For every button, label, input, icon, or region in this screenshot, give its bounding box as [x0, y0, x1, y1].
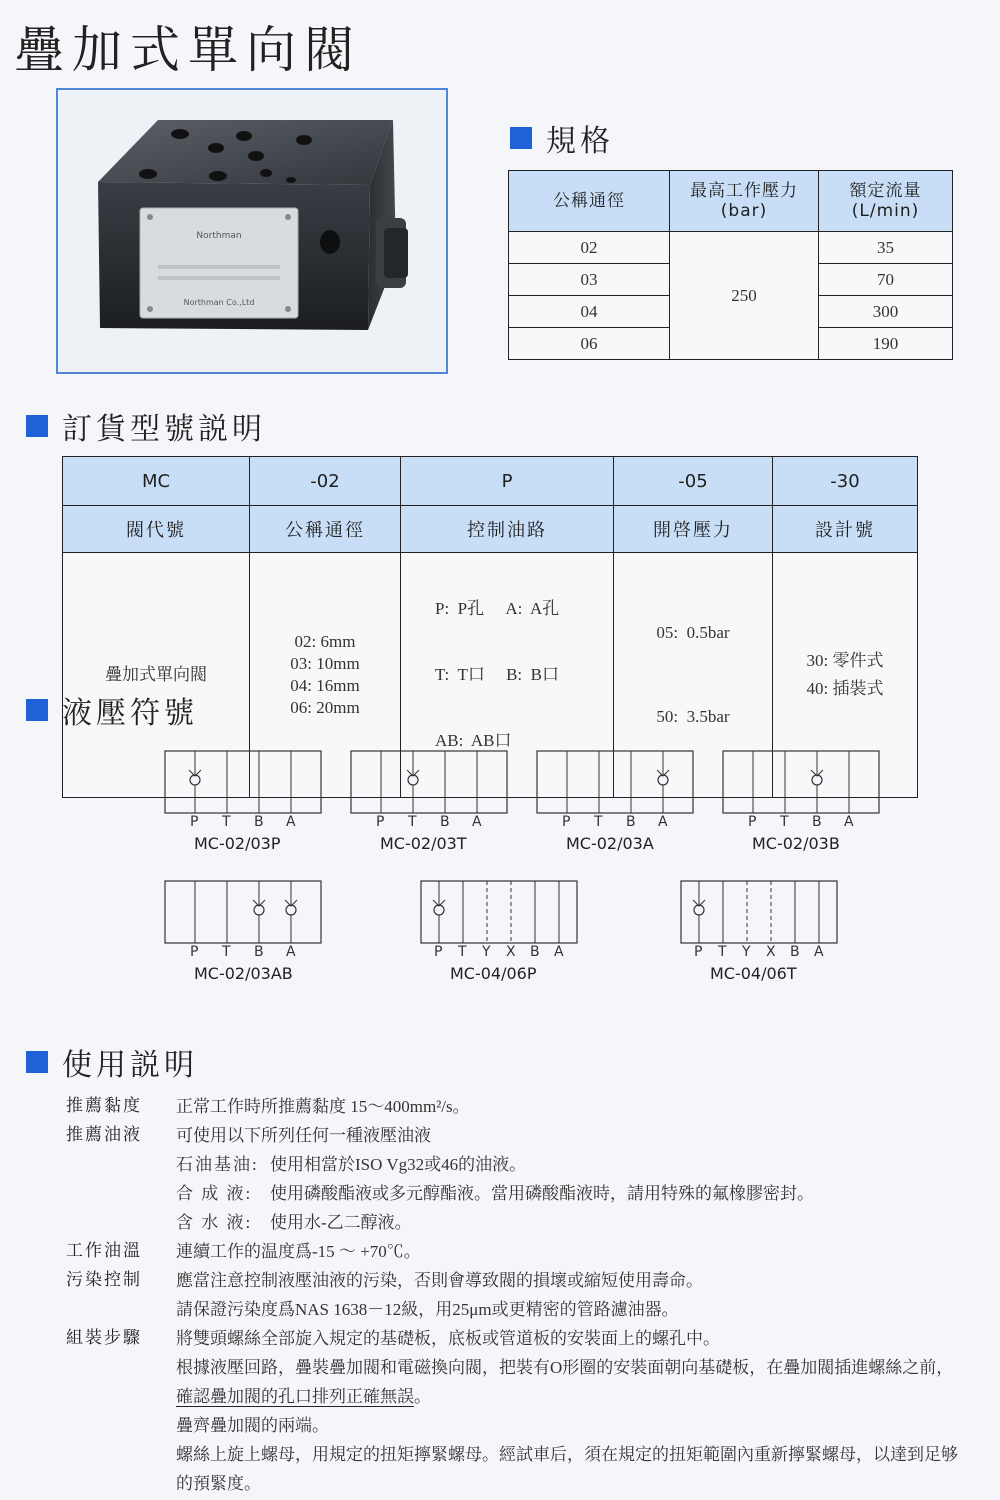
check-valve-seat [693, 900, 705, 906]
port-label: B [790, 944, 800, 960]
order-field-name: 開啓壓力 [614, 506, 773, 553]
port-label: X [766, 944, 776, 960]
check-valve-seat [253, 900, 265, 906]
port-label: B [254, 944, 264, 960]
spec-flow: 190 [819, 328, 953, 360]
spec-size: 02 [509, 232, 670, 264]
oil-type-item: 合 成 液: 使用磷酸酯液或多元醇酯液。當用磷酸酯液時，請用特殊的氟橡膠密封。 [176, 1184, 814, 1203]
usage-heading: 使用説明 [26, 1040, 198, 1084]
check-valve-ball [254, 905, 264, 915]
order-valve-desc: 疊加式單向閥 [63, 553, 250, 798]
spec-table [508, 170, 953, 360]
port-label: A [814, 944, 824, 960]
assembly-emphasis: 確認疊加閥的孔口排列正確無誤 [176, 1387, 414, 1406]
port-label: A [554, 944, 564, 960]
symbol-caption: MC-04/06P [450, 964, 537, 983]
plate-brand: Northman [196, 231, 242, 241]
order-field-name: 閥代號 [63, 506, 250, 553]
order-code: P [401, 457, 614, 506]
order-code: -30 [773, 457, 918, 506]
port-label: P [434, 944, 443, 960]
port-label: B [530, 944, 540, 960]
symbol-block [165, 881, 321, 943]
check-valve-ball [434, 905, 444, 915]
port-label: B [254, 814, 264, 830]
spec-flow: 35 [819, 232, 953, 264]
check-valve-seat [433, 900, 445, 906]
port-label: P [190, 814, 199, 830]
symbol-caption: MC-02/03P [194, 834, 281, 853]
order-field-name: 設計號 [773, 506, 918, 553]
oil-type-item: 含 水 液: 使用水-乙二醇液。 [176, 1213, 412, 1232]
port-label: A [286, 944, 296, 960]
oil-type-item: 石油基油: 使用相當於ISO Vg32或46的油液。 [176, 1155, 527, 1174]
hydraulic-symbol [164, 880, 322, 944]
order-pressures: 05: 0.5bar 50: 3.5bar [614, 553, 773, 798]
usage-oil: 推薦油液 可使用以下所列任何一種液壓油液 石油基油: 使用相當於ISO Vg32或46的油液。 合 成 液: 使用磷酸酯液或多元醇酯液。當用磷酸酯液時，請用特殊的氟橡膠密封。 含 水 液: 使用水-乙二醇液。 [66, 1121, 966, 1237]
symbol-caption: MC-02/03B [752, 834, 840, 853]
port-label: P [562, 814, 571, 830]
heading-marker [26, 415, 48, 437]
hydraulic-symbol [420, 880, 578, 944]
order-diameters: 02: 6mm 03: 10mm 04: 16mm 06: 20mm [250, 553, 401, 798]
spec-size: 06 [509, 328, 670, 360]
order-field-name: 控制油路 [401, 506, 614, 553]
spec-header-pressure: 最高工作壓力 (bar) [670, 171, 819, 232]
port-label: T [222, 814, 231, 830]
product-photo [56, 88, 448, 374]
port-label: P [376, 814, 385, 830]
symbol-caption: MC-02/03AB [194, 964, 293, 983]
port-label: T [222, 944, 231, 960]
port-label: Y [482, 944, 491, 960]
usage-section [66, 1092, 966, 1498]
port-label: A [658, 814, 668, 830]
port-label: T [408, 814, 417, 830]
check-valve-ball [286, 905, 296, 915]
order-circuits: P: P孔 A: A孔 T: T口 B: B口 AB: AB口 [401, 553, 614, 798]
order-code: MC [63, 457, 250, 506]
port-label: T [594, 814, 603, 830]
port-label: Y [742, 944, 751, 960]
port-label: P [748, 814, 757, 830]
port-label: P [190, 944, 199, 960]
valve-image [58, 90, 446, 372]
plate-company: Northman Co.,Ltd [183, 298, 255, 307]
symbols-heading: 液壓符號 [26, 688, 198, 732]
usage-temperature: 工作油溫 連續工作的温度爲-15 ～ +70℃。 [66, 1241, 421, 1261]
spec-flow: 300 [819, 296, 953, 328]
usage-viscosity: 推薦黏度 正常工作時所推薦黏度 15～400mm²/s。 [66, 1096, 470, 1116]
port-label: A [472, 814, 482, 830]
port-label: X [506, 944, 516, 960]
usage-assembly: 組裝步驟 將雙頭螺絲全部旋入規定的基礎板，底板或管道板的安裝面上的螺孔中。 根據液壓回路，疊裝疊加閥和電磁換向閥，把裝有O形圈的安裝面朝向基礎板，在疊加閥插進螺絲之前，確認疊加閥的孔口排列正確無誤。 疊齊疊加閥的兩端。 螺絲上旋上螺母，用規定的扭矩擰緊螺母。經試車后，須在規定的扭矩範圍內重新擰緊螺母，以達到足够的預緊度。 [66, 1324, 966, 1498]
port-label: A [844, 814, 854, 830]
symbol-caption: MC-02/03A [566, 834, 654, 853]
assembly-step-2: 根據液壓回路，疊裝疊加閥和電磁換向閥，把裝有O形圈的安裝面朝向基礎板，在疊加閥插進螺絲之前，確認疊加閥的孔口排列正確無誤。 [176, 1358, 954, 1406]
symbol-block [421, 881, 577, 943]
port-label: P [694, 944, 703, 960]
usage-contamination: 污染控制 應當注意控制液壓油液的污染，否則會導致閥的損壞或縮短使用壽命。 請保證污染度爲NAS 1638－12級，用25μm或更精密的管路濾油器。 [66, 1270, 703, 1319]
symbol-block [681, 881, 837, 943]
port-label: B [440, 814, 450, 830]
spec-header-flow: 額定流量 (L/min) [819, 171, 953, 232]
spec-header-size: 公稱通徑 [509, 171, 670, 232]
page-title: 疊加式單向閥 [14, 21, 362, 79]
spec-heading: 規格 [510, 116, 614, 160]
symbol-caption: MC-04/06T [710, 964, 797, 983]
check-valve-ball [694, 905, 704, 915]
port-label: T [780, 814, 789, 830]
spec-size: 04 [509, 296, 670, 328]
hydraulic-symbol [680, 880, 838, 944]
order-designs: 30: 零件式 40: 插裝式 [773, 553, 918, 798]
heading-marker [510, 127, 532, 149]
port-label: T [718, 944, 727, 960]
order-field-name: 公稱通徑 [250, 506, 401, 553]
port-label: B [626, 814, 636, 830]
order-code: -05 [614, 457, 773, 506]
spec-pressure: 250 [670, 232, 819, 360]
heading-marker [26, 699, 48, 721]
check-valve-seat [285, 900, 297, 906]
order-code: -02 [250, 457, 401, 506]
port-label: B [812, 814, 822, 830]
spec-flow: 70 [819, 264, 953, 296]
spec-size: 03 [509, 264, 670, 296]
port-label: A [286, 814, 296, 830]
symbol-caption: MC-02/03T [380, 834, 467, 853]
order-table [62, 456, 918, 798]
order-heading: 訂貨型號説明 [26, 404, 266, 448]
heading-marker [26, 1051, 48, 1073]
port-label: T [458, 944, 467, 960]
